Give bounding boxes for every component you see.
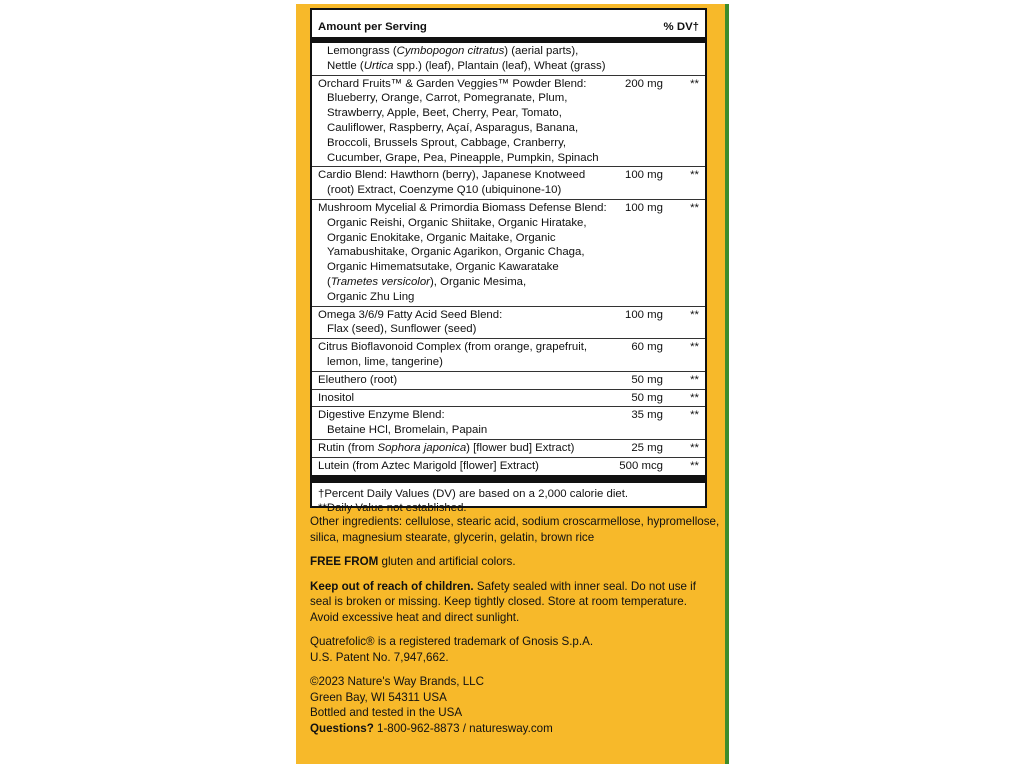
ingredient-line: Broccoli, Brussels Sprout, Cabbage, Cranberry, <box>327 136 567 149</box>
ingredient-line: Yamabushitake, Organic Agarikon, Organic Chaga, <box>327 246 585 259</box>
ingredient-name: Omega 3/6/9 Fatty Acid Seed Blend: <box>318 308 503 321</box>
ingredient-row <box>312 167 705 200</box>
ingredient-row <box>312 200 705 307</box>
ingredient-line: Lemongrass (Cymbopogon citratus) (aerial parts), <box>327 45 579 57</box>
facts-header <box>312 10 705 43</box>
ingredient-row <box>312 76 705 168</box>
ingredient-amount: 35 mg <box>631 409 663 422</box>
warning-heading: Keep out of reach of children. <box>310 579 474 593</box>
ingredient-dv: ** <box>690 373 699 386</box>
ingredient-dv: ** <box>690 459 699 472</box>
footnotes <box>312 483 705 517</box>
ingredient-name: Citrus Bioflavonoid Complex (from orange, grapefruit, <box>318 341 588 354</box>
ingredient-amount: 500 mcg <box>619 459 663 472</box>
ingredient-name: Digestive Enzyme Blend: <box>318 409 445 422</box>
ingredient-row <box>312 458 705 475</box>
free-from-heading: FREE FROM <box>310 555 379 568</box>
ingredient-name: Eleuthero (root) <box>318 373 398 386</box>
ingredient-dv: ** <box>690 77 699 90</box>
ingredient-dv: ** <box>690 201 699 214</box>
ingredient-line: lemon, lime, tangerine) <box>327 355 443 368</box>
ingredient-line: Organic Zhu Ling <box>327 290 415 303</box>
ingredient-amount: 50 mg <box>631 391 663 404</box>
footnote-not-established: **Daily Value not established. <box>318 502 467 515</box>
ingredient-row <box>312 372 705 390</box>
ingredient-name: Cardio Blend: Hawthorn (berry), Japanese Knotweed <box>318 169 586 182</box>
ingredient-amount: 100 mg <box>625 201 663 214</box>
free-from: FREE FROM gluten and artificial colors. <box>310 555 516 568</box>
company-info: ©2023 Nature's Way Brands, LLC Green Bay, WI 54311 USA Bottled and tested in the USA Questions? 1-800-962-8873 / naturesway.com <box>310 674 715 736</box>
ingredient-name: Orchard Fruits™ & Garden Veggies™ Powder Blend: <box>318 77 587 90</box>
divider-bar <box>312 475 705 483</box>
ingredient-dv: ** <box>690 441 699 454</box>
trademark-notice: Quatrefolic® is a registered trademark of Gnosis S.p.A. U.S. Patent No. 7,947,662. <box>310 635 594 664</box>
questions-contact: Questions? 1-800-962-8873 / naturesway.com <box>310 721 553 735</box>
dv-heading: % DV† <box>663 21 699 34</box>
ingredient-row <box>312 440 705 458</box>
ingredient-line: Betaine HCl, Bromelain, Papain <box>327 424 488 437</box>
warning: Keep out of reach of children. Safety sealed with inner seal. Do not use if seal is broken or missing. Keep tightly closed. Store at room temperature. Avoid excessive heat and direct sunlight. <box>310 579 696 624</box>
ingredient-dv: ** <box>690 409 699 422</box>
ingredient-line: Flax (seed), Sunflower (seed) <box>327 323 477 336</box>
label-text <box>310 514 720 745</box>
ingredient-row <box>312 307 705 340</box>
ingredient-dv: ** <box>690 169 699 182</box>
ingredient-name: Inositol <box>318 391 355 404</box>
ingredient-line: Organic Enokitake, Organic Maitake, Organic <box>327 231 556 244</box>
ingredient-name: Mushroom Mycelial & Primordia Biomass Defense Blend: <box>318 201 607 214</box>
ingredient-row <box>312 407 705 440</box>
amount-per-serving-heading: Amount per Serving <box>318 21 427 34</box>
ingredient-name: Lutein (from Aztec Marigold [flower] Extract) <box>318 459 539 472</box>
ingredient-amount: 25 mg <box>631 441 663 454</box>
ingredient-line: (root) Extract, Coenzyme Q10 (ubiquinone-10) <box>327 184 562 197</box>
ingredient-line: Strawberry, Apple, Beet, Cherry, Pear, Tomato, <box>327 107 562 120</box>
other-ingredients: Other ingredients: cellulose, stearic acid, sodium croscarmellose, hypromellose, silica, magnesium stearate, glycerin, gelatin, brown rice <box>310 515 720 544</box>
ingredient-amount: 50 mg <box>631 373 663 386</box>
label-panel <box>296 4 729 764</box>
ingredient-line: Organic Himematsutake, Organic Kawaratake <box>327 261 559 274</box>
ingredient-amount: 60 mg <box>631 341 663 354</box>
ingredient-name: Rutin (from Sophora japonica) [flower bud] Extract) <box>318 441 575 454</box>
ingredient-dv: ** <box>690 341 699 354</box>
ingredient-dv: ** <box>690 308 699 321</box>
footnote-dv: †Percent Daily Values (DV) are based on a 2,000 calorie diet. <box>318 487 629 500</box>
ingredient-line: (Trametes versicolor), Organic Mesima, <box>327 275 527 288</box>
ingredient-line: Organic Reishi, Organic Shiitake, Organic Hiratake, <box>327 216 587 229</box>
ingredient-line: Blueberry, Orange, Carrot, Pomegranate, Plum, <box>327 92 568 105</box>
ingredient-row <box>312 390 705 408</box>
ingredient-amount: 100 mg <box>625 169 663 182</box>
ingredient-amount: 100 mg <box>625 308 663 321</box>
ingredient-dv: ** <box>690 391 699 404</box>
ingredient-row <box>312 339 705 372</box>
supplement-facts-table <box>310 8 707 515</box>
ingredient-line: Cucumber, Grape, Pea, Pineapple, Pumpkin, Spinach <box>327 151 599 164</box>
ingredient-amount: 200 mg <box>625 77 663 90</box>
ingredient-row <box>312 43 705 76</box>
ingredient-line: Nettle (Urtica spp.) (leaf), Plantain (leaf), Wheat (grass) <box>327 59 606 72</box>
questions-heading: Questions? <box>310 721 374 735</box>
ingredient-line: Cauliflower, Raspberry, Açaí, Asparagus, Banana, <box>327 121 579 134</box>
